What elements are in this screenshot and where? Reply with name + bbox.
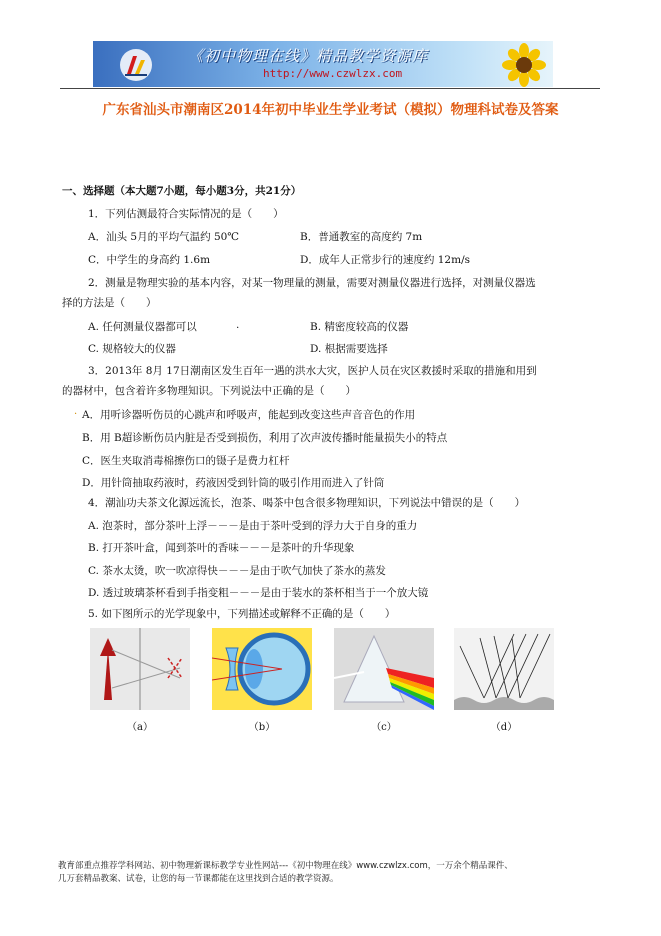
q3-option-d: D．用针筒抽取药液时，药液因受到针筒的吸引作用而进入了针筒 [82, 477, 385, 489]
header-banner [93, 41, 553, 87]
q3-option-a: A．用听诊器听伤员的心跳声和呼吸声，能起到改变这些声音音色的作用 [82, 409, 416, 421]
figure-c-prism [334, 628, 434, 710]
figure-c-label: （c） [371, 722, 397, 733]
q4-option-d: D. 透过玻璃茶杯看到手指变粗－－－是由于装水的茶杯相当于一个放大镜 [88, 587, 429, 599]
q3-stem-line2: 的器材中，包含着许多物理知识。下列说法中正确的是（ ） [62, 385, 356, 397]
q4-option-a: A. 泡茶时，部分茶叶上浮－－－是由于茶叶受到的浮力大于自身的重力 [88, 520, 418, 532]
figure-a-mirror-image [90, 628, 190, 710]
figure-b-label: （b） [248, 722, 276, 733]
q4-option-c: C. 茶水太烫，吹一吹凉得快－－－是由于吹气加快了茶水的蒸发 [88, 565, 386, 577]
section-heading: 一、选择题（本大题7小题，每小题3分，共21分） [62, 185, 302, 197]
q2-stem-line2: 择的方法是（ ） [62, 297, 157, 309]
q4-option-b: B. 打开茶叶盒，闻到茶叶的香味－－－是茶叶的升华现象 [88, 542, 355, 554]
figure-b-eye-lens [212, 628, 312, 710]
q2-option-b: B. 精密度较高的仪器 [310, 321, 409, 333]
q1-option-c: C．中学生的身高约 1.6m [88, 254, 211, 266]
banner-url[interactable]: http://www.czwlzx.com [263, 67, 403, 80]
q2-stem-line1: 2．测量是物理实验的基本内容，对某一物理量的测量，需要对测量仪器进行选择，对测量仪器选 [88, 277, 536, 289]
q5-stem: 5. 如下图所示的光学现象中，下列描述或解释不正确的是（ ） [88, 608, 396, 620]
banner-title: 《初中物理在线》精品教学资源库 [188, 47, 429, 65]
header-rule [60, 88, 600, 89]
q1-option-b: B．普通教室的高度约 7m [300, 231, 423, 243]
figure-d-label: （d） [490, 722, 518, 733]
q3-stem-line1: 3．2013年 8月 17日潮南区发生百年一遇的洪水大灾，医护人员在灾区救援时采取的措施和用到 [88, 365, 537, 377]
q2-option-c: C. 规格较大的仪器 [88, 343, 176, 355]
q4-stem: 4．潮汕功夫茶文化源远流长，泡茶、喝茶中包含很多物理知识，下列说法中错误的是（ ） [88, 497, 526, 509]
q2-option-d: D. 根据需要选择 [310, 343, 388, 355]
q2-option-a: A. 任何测量仪器都可以 [88, 321, 197, 333]
stray-dot: . [236, 319, 240, 331]
margin-dot: . [74, 406, 78, 417]
q1-stem: 1．下列估测最符合实际情况的是（ ） [88, 208, 284, 220]
site-logo-icon [119, 48, 153, 82]
footer-line1: 教育部重点推荐学科网站、初中物理新课标教学专业性网站---《初中物理在线》www.czwlzx.com，一万余个精品课件、 [58, 861, 513, 871]
footer-line2: 几万套精品教案、试卷，让您的每一节课都能在这里找到合适的教学资源。 [58, 874, 339, 884]
sunflower-icon [499, 43, 549, 87]
figure-a-label: （a） [127, 722, 153, 733]
q3-option-b: B．用 B超诊断伤员内脏是否受到损伤，利用了次声波传播时能量损失小的特点 [82, 432, 448, 444]
page-footer [58, 860, 618, 886]
q3-option-c: C．医生夹取消毒棉擦伤口的镊子是费力杠杆 [82, 455, 290, 467]
q5-figures [90, 628, 518, 733]
document-title: 广东省汕头市潮南区2014年初中毕业生学业考试（模拟）物理科试卷及答案 [102, 102, 559, 118]
figure-d-diffuse-reflection [454, 628, 554, 710]
q1-option-a: A．汕头 5月的平均气温约 50℃ [88, 231, 240, 243]
q1-option-d: D．成年人正常步行的速度约 12m/s [300, 254, 470, 266]
